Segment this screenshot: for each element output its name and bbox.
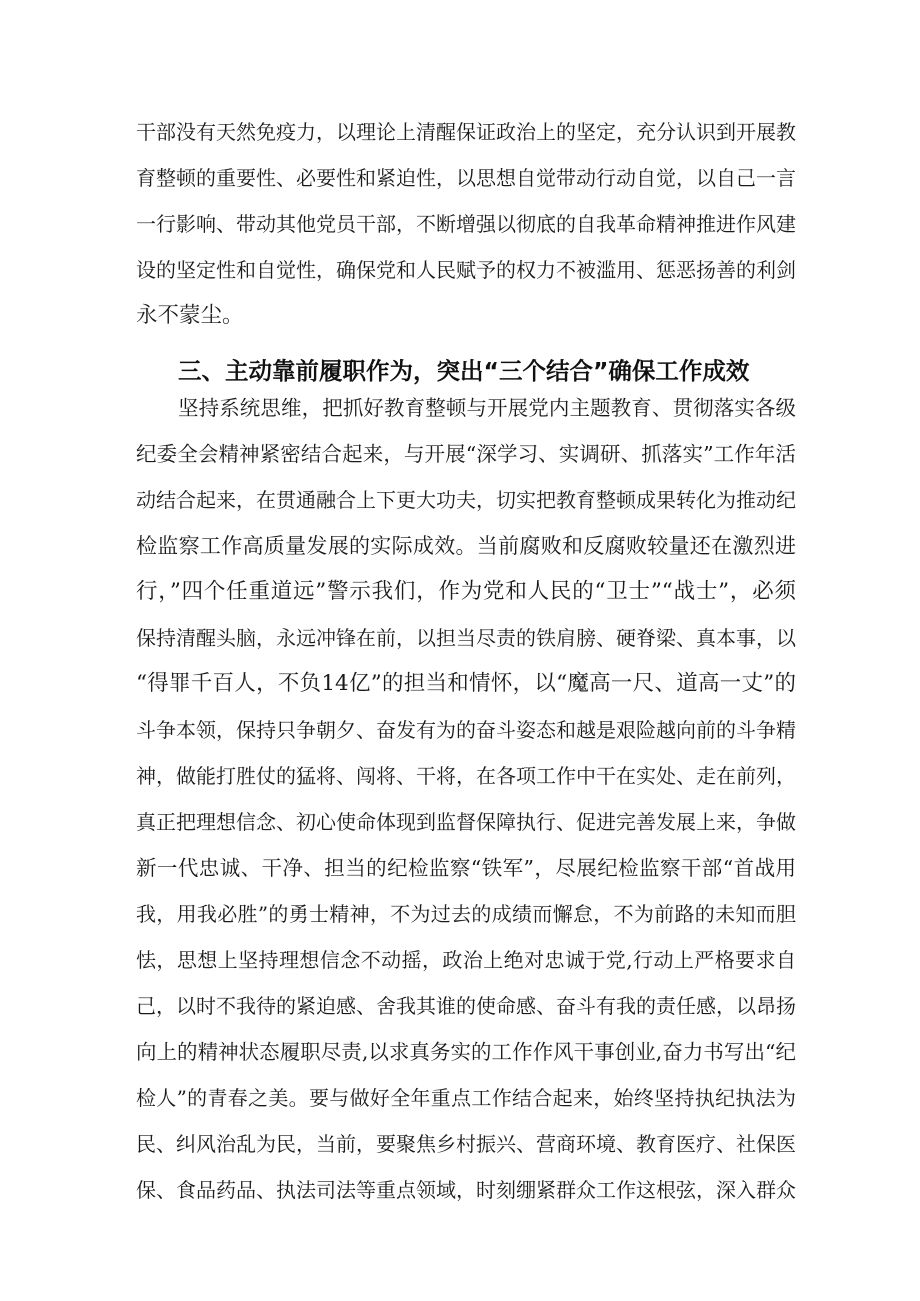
paragraph-2-line: 神，做能打胜仗的猛将、闯将、干将，在各项工作中干在实处、走在前列， [136,764,796,788]
paragraph-2-line: “得罪千百人，不负14亿”的担当和情怀，以“魔高一尺、道高一丈”的 [136,671,796,696]
paragraph-2-line: 保、食品药品、执法司法等重点领域，时刻绷紧群众工作这根弦，深入群众 [136,1178,796,1202]
paragraph-2-line: 民、纠风治乱为民，当前，要聚焦乡村振兴、营商环境、教育医疗、社保医 [136,1132,796,1156]
paragraph-1-line: 设的坚定性和自觉性，确保党和人民赋予的权力不被滥用、惩恶扬善的利剑 [136,258,796,282]
paragraph-1-line: 一行影响、带动其他党员干部，不断增强以彻底的自我革命精神推进作风建 [136,212,796,236]
paragraph-2-line: 检监察工作高质量发展的实际成效。当前腐败和反腐败较量还在激烈进 [136,534,796,558]
paragraph-2-line: 纪委全会精神紧密结合起来，与开展“深学习、实调研、抓落实”工作年活 [136,442,796,466]
paragraph-2-line: 保持清醒头脑，永远冲锋在前，以担当尽责的铁肩膀、硬脊梁、真本事，以 [136,626,796,650]
paragraph-1-line: 育整顿的重要性、必要性和紧迫性，以思想自觉带动行动自觉，以自己一言 [136,166,796,190]
paragraph-2-line: 行，”四个任重道远”警示我们，作为党和人民的“卫士”“战士”，必须 [136,579,796,604]
paragraph-2-line: 检人”的青春之美。要与做好全年重点工作结合起来，始终坚持执纪执法为 [136,1086,796,1110]
paragraph-2-line: 斗争本领，保持只争朝夕、奋发有为的奋斗姿态和越是艰险越向前的斗争精 [136,718,796,742]
paragraph-2-line: 动结合起来，在贯通融合上下更大功夫，切实把教育整顿成果转化为推动纪 [136,488,796,512]
paragraph-2-line: 我，用我必胜”的勇士精神，不为过去的成绩而懈怠，不为前路的未知而胆 [136,902,796,926]
section-heading: 三、主动靠前履职作为，突出“三个结合”确保工作成效 [178,357,750,385]
paragraph-2-line: 新一代忠诚、干净、担当的纪检监察“铁军”，尽展纪检监察干部“首战用 [136,856,796,880]
paragraph-1-line: 永不蒙尘。 [136,303,244,328]
paragraph-2-line: 向上的精神状态履职尽责,以求真务实的工作作风干事创业,奋力书写出“纪 [136,1040,796,1064]
paragraph-1-line: 干部没有天然免疫力，以理论上清醒保证政治上的坚定，充分认识到开展教 [136,120,796,144]
paragraph-2-line: 己，以时不我待的紧迫感、舍我其谁的使命感、奋斗有我的责任感，以昂扬 [136,994,796,1018]
paragraph-2-line: 坚持系统思维，把抓好教育整顿与开展党内主题教育、贯彻落实各级 [178,396,796,420]
paragraph-2-line: 怯，思想上坚持理想信念不动摇，政治上绝对忠诚于党,行动上严格要求自 [136,948,796,972]
paragraph-2-line: 真正把理想信念、初心使命体现到监督保障执行、促进完善发展上来，争做 [136,810,796,834]
